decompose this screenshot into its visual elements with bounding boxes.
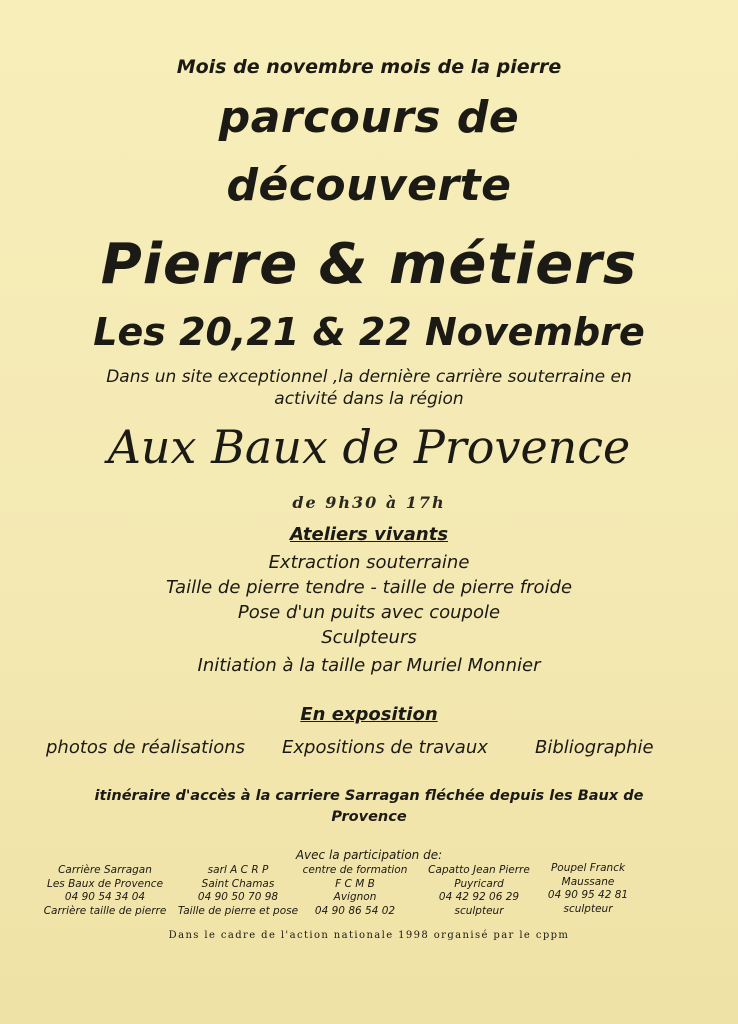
participation-heading: Avec la participation de: (295, 848, 443, 862)
event-dates: Les 20,21 & 22 Novembre (93, 310, 645, 354)
ateliers-list (0, 550, 738, 650)
partner-line: sculpteur (454, 904, 504, 917)
partner-line: Maussane (561, 875, 615, 888)
footer-note: Dans le cadre de l'action nationale 1998 organisé par le cppm (168, 930, 570, 941)
partner-line: Taille de pierre et pose (177, 904, 299, 917)
partner-line: sarl A C R P (207, 864, 269, 876)
place-name: Aux Baux de Provence (107, 420, 631, 474)
partner-line: 04 90 86 54 02 (314, 904, 396, 917)
partner-line: 04 90 54 34 04 (64, 891, 146, 903)
atelier-item: Extraction souterraine (268, 552, 470, 573)
initiation-line: Initiation à la taille par Muriel Monnier (197, 655, 541, 676)
partner-line: centre de formation (302, 864, 408, 876)
partner-line: 04 42 92 06 29 (438, 891, 520, 903)
atelier-item: Sculpteurs (321, 627, 417, 648)
partner-line: Carrière Sarragan (58, 864, 152, 876)
opening-hours: de 9h30 à 17h (292, 493, 446, 512)
partner-line: 04 90 50 70 98 (197, 891, 279, 903)
title-line-1: parcours de (218, 92, 520, 143)
exposition-item: Expositions de travaux (282, 737, 488, 758)
exposition-item: Bibliographie (535, 737, 654, 758)
partner-capatto (418, 864, 540, 918)
partner-acrp (176, 864, 300, 918)
partner-sarragan (40, 864, 170, 918)
partner-line: Puyricard (454, 877, 504, 890)
itinerary-note: itinéraire d'accès à la carriere Sarragan fléchée depuis les Baux de Provence (94, 788, 644, 825)
partner-line: F C M B (335, 877, 375, 890)
partner-line: sculpteur (563, 902, 613, 915)
title-line-2: découverte (226, 160, 512, 211)
atelier-item: Pose d'un puits avec coupole (237, 602, 501, 623)
ateliers-heading: Ateliers vivants (289, 524, 449, 545)
top-subtitle: Mois de novembre mois de la pierre (176, 56, 562, 78)
partner-poupel (538, 862, 638, 916)
partner-line: Carrière taille de pierre (43, 904, 167, 917)
partner-line: Poupel Franck (550, 862, 626, 874)
partner-line: 04 90 95 42 81 (547, 889, 629, 901)
atelier-item: Taille de pierre tendre - taille de pierre froide (165, 577, 573, 598)
exposition-heading: En exposition (300, 704, 438, 725)
partner-line: Saint Chamas (201, 877, 275, 890)
partner-line: Capatto Jean Pierre (428, 864, 530, 876)
title-line-3: Pierre & métiers (100, 232, 638, 297)
partner-line: Les Baux de Provence (46, 877, 164, 890)
partner-line: Avignon (333, 891, 377, 903)
partner-fcmb (300, 864, 410, 918)
exposition-item: photos de réalisations (46, 737, 246, 758)
site-description: Dans un site exceptionnel ,la dernière carrière souterraine en activité dans la région (106, 367, 632, 409)
